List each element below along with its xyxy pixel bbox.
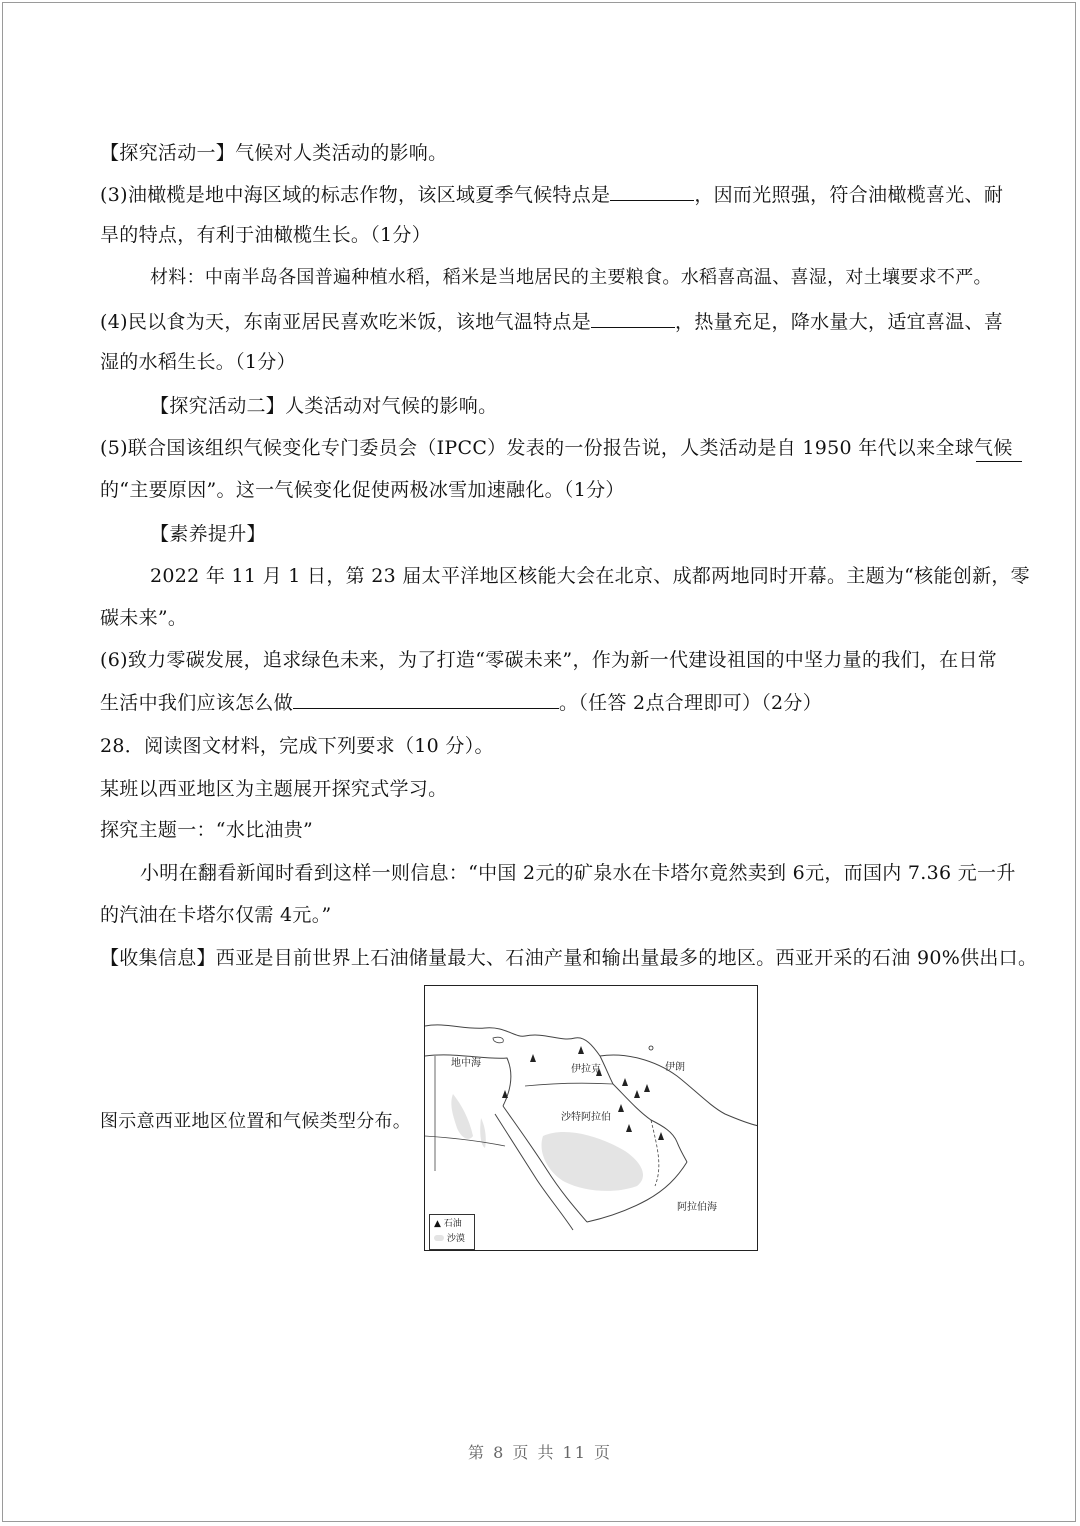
city-marker: [649, 1046, 653, 1050]
news-line-2: 碳未来”。: [100, 607, 188, 629]
question-6-line-1: (6)致力零碳发展，追求绿色未来，为了打造“零碳未来”，作为新一代建设祖国的中坚力量的我们，在日常: [100, 649, 998, 671]
activity1-heading: 【探究活动一】气候对人类活动的影响。: [100, 142, 448, 164]
question-4: [100, 309, 1003, 334]
island-cyprus: [493, 1037, 503, 1043]
desert-area: [542, 1132, 644, 1191]
oil-icon: ▲: [434, 1219, 441, 1229]
question-4-text-before: (4)民以食为天，东南亚居民喜欢吃米饭，该地气温特点是: [100, 311, 592, 333]
question-3-text-after: ，因而光照强，符合油橄榄喜光、耐: [694, 184, 1004, 206]
map-label-saudi: 沙特阿拉伯: [561, 1112, 611, 1123]
material-text: 材料：中南半岛各国普遍种植水稻，稻米是当地居民的主要粮食。水稻喜高温、喜湿，对土壤要求不严。: [150, 267, 992, 288]
question-6-answer-blank[interactable]: [293, 690, 559, 709]
question-4-text-after: ，热量充足，降水量大，适宜喜温、喜: [675, 311, 1004, 333]
oil-marker: [626, 1124, 632, 1132]
question-5-line-1: (5)联合国该组织气候变化专门委员会（IPCC）发表的一份报告说，人类活动是自 1950 年代以来全球气候: [100, 437, 1013, 459]
theme-1-heading: 探究主题一：“水比油贵”: [100, 819, 314, 841]
question-5-answer-blank[interactable]: [976, 443, 1022, 462]
map-label-mediterranean: 地中海: [451, 1058, 481, 1069]
oil-markers: [502, 1046, 664, 1140]
collect-info: 【收集信息】西亚是目前世界上石油储量最大、石油产量和输出量最多的地区。西亚开采的石油 90%供出口。: [100, 947, 1038, 969]
xiaoming-line-2: 的汽油在卡塔尔仅需 4元。”: [100, 904, 332, 926]
map-caption: 图示意西亚地区位置和气候类型分布。: [100, 1111, 412, 1132]
legend-oil: [434, 1219, 462, 1230]
map-label-iraq: 伊拉克: [571, 1064, 601, 1075]
coastline-gulf: [613, 1084, 687, 1162]
question-28-heading: 28．阅读图文材料，完成下列要求（10 分）。: [100, 735, 494, 757]
west-asia-map: [424, 985, 758, 1251]
class-intro: 某班以西亚地区为主题展开探究式学习。: [100, 778, 448, 800]
question-3-text-before: (3)油橄榄是地中海区域的标志作物，该区域夏季气候特点是: [100, 184, 611, 206]
legend-desert: [434, 1234, 465, 1245]
map-label-arabian-sea: 阿拉伯海: [677, 1202, 717, 1213]
legend-desert-label: 沙漠: [446, 1234, 465, 1244]
desert-area-small: [451, 1094, 473, 1139]
desert-area-strip: [480, 1118, 486, 1148]
question-4-line-2: 湿的水稻生长。（1分）: [100, 351, 296, 373]
page-footer: 第 8 页 共 11 页: [468, 1443, 612, 1462]
oil-marker: [658, 1132, 664, 1140]
question-6-text-after: 。（任答 2点合理即可）（2分）: [559, 692, 823, 714]
desert-icon: [434, 1235, 444, 1241]
coastline-north: [425, 1025, 600, 1056]
activity2-heading: 【探究活动二】人类活动对气候的影响。: [150, 395, 498, 417]
map-label-iran: 伊朗: [665, 1062, 685, 1073]
border-iran-iraq: [600, 1056, 613, 1084]
news-line-1: 2022 年 11 月 1 日，第 23 届太平洋地区核能大会在北京、成都两地同时开幕。主题为“核能创新，零: [150, 565, 1030, 587]
oil-marker: [578, 1046, 584, 1054]
question-6-text-before: 生活中我们应该怎么做: [100, 692, 294, 714]
oil-marker: [502, 1090, 508, 1098]
oil-marker: [530, 1054, 536, 1062]
question-3-line-2: 旱的特点，有利于油橄榄生长。（1分）: [100, 224, 431, 246]
xiaoming-line-1: 小明在翻看新闻时看到这样一则信息：“中国 2元的矿泉水在卡塔尔竟然卖到 6元，而国内 7.36 元一升: [140, 862, 1016, 884]
question-3-answer-blank[interactable]: [610, 182, 694, 201]
question-4-answer-blank[interactable]: [591, 309, 675, 328]
border-saudi-north: [525, 1083, 613, 1086]
border-saudi-east: [651, 1120, 659, 1186]
question-5-line-2: 的“主要原因”。这一气候变化促使两极冰雪加速融化。（1分）: [100, 479, 625, 501]
oil-marker: [618, 1104, 624, 1112]
question-6-line-2: [100, 690, 822, 715]
oil-marker: [634, 1090, 640, 1098]
map-legend: [429, 1214, 475, 1250]
legend-oil-label: 石油: [443, 1219, 462, 1229]
question-3: [100, 182, 1003, 207]
oil-marker: [622, 1078, 628, 1086]
literacy-heading: 【素养提升】: [150, 523, 266, 545]
oil-marker: [644, 1084, 650, 1092]
